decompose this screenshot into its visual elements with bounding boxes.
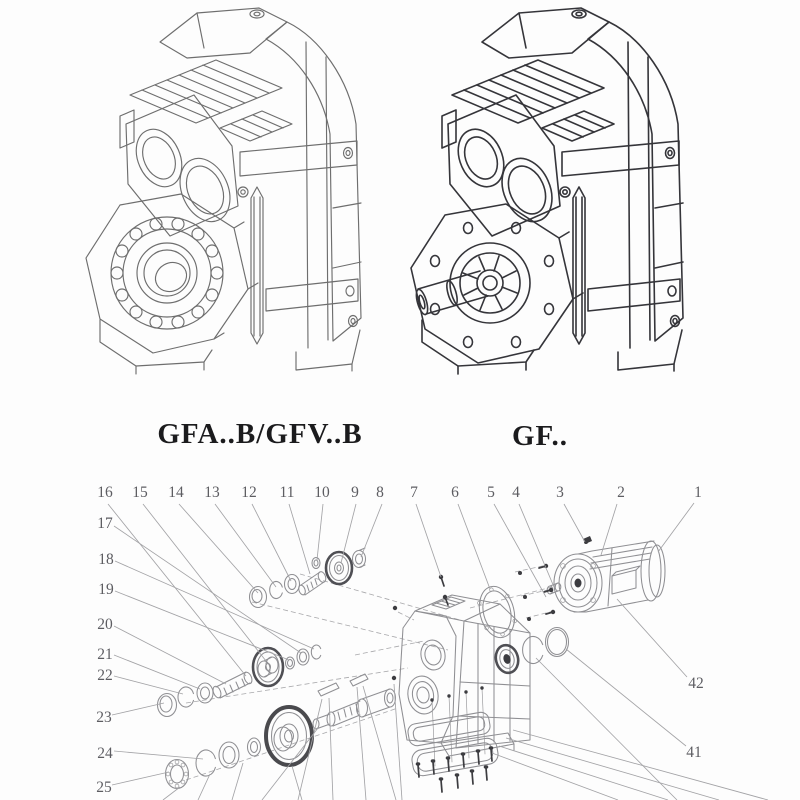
leader-line-14 bbox=[179, 504, 258, 593]
offpage-leader-13 bbox=[163, 787, 180, 800]
offpage-leader-11 bbox=[262, 728, 318, 800]
leader-line-11 bbox=[289, 504, 310, 574]
callout-number-21: 21 bbox=[97, 646, 113, 663]
callout-number-22: 22 bbox=[97, 667, 113, 684]
callout-number-9: 9 bbox=[351, 484, 359, 501]
leader-line-42 bbox=[617, 599, 687, 677]
callout-number-12: 12 bbox=[241, 484, 257, 501]
offpage-leader-5 bbox=[513, 730, 768, 800]
leader-line-23 bbox=[112, 703, 164, 715]
offpage-leader-3 bbox=[499, 746, 668, 800]
leader-line-19 bbox=[115, 591, 289, 660]
callout-number-16: 16 bbox=[97, 484, 113, 501]
leader-line-25 bbox=[112, 772, 169, 785]
callout-number-4: 4 bbox=[512, 484, 520, 501]
model-label-gf: GF.. bbox=[511, 420, 569, 452]
flange-seal-rings bbox=[474, 583, 568, 676]
leader-line-4 bbox=[519, 504, 554, 587]
leader-line-8 bbox=[361, 504, 382, 557]
intermediate-shaft-parts bbox=[158, 645, 321, 716]
leader-line-7 bbox=[416, 504, 441, 577]
callout-number-41: 41 bbox=[686, 744, 702, 761]
offpage-leader-1 bbox=[536, 658, 677, 800]
leader-line-12 bbox=[252, 504, 291, 581]
model-label-gfab-gfvb: GFA..B/GFV..B bbox=[157, 418, 363, 450]
offpage-leader-14 bbox=[232, 763, 243, 800]
offpage-leader-12 bbox=[198, 774, 210, 800]
motor bbox=[547, 536, 665, 612]
callout-number-6: 6 bbox=[451, 484, 459, 501]
leader-line-41 bbox=[566, 649, 686, 746]
callout-number-18: 18 bbox=[98, 551, 114, 568]
offpage-leader-2 bbox=[492, 753, 618, 800]
front-plate-bearing bbox=[86, 194, 258, 353]
leader-line-6 bbox=[458, 504, 490, 589]
callout-number-20: 20 bbox=[97, 616, 113, 633]
drawing-gfab-gfvb bbox=[86, 8, 361, 374]
input-shaft-parts bbox=[250, 548, 366, 608]
offpage-leader-8 bbox=[357, 687, 366, 800]
callout-number-23: 23 bbox=[96, 709, 112, 726]
leader-line-13 bbox=[215, 504, 276, 587]
callout-number-5: 5 bbox=[487, 484, 495, 501]
leader-line-3 bbox=[564, 504, 585, 542]
callout-number-25: 25 bbox=[96, 779, 112, 796]
callout-number-7: 7 bbox=[410, 484, 418, 501]
callout-number-2: 2 bbox=[617, 484, 625, 501]
callout-number-10: 10 bbox=[314, 484, 330, 501]
callout-number-15: 15 bbox=[132, 484, 148, 501]
callout-number-17: 17 bbox=[97, 515, 113, 532]
gasket-cover-assembly bbox=[407, 711, 500, 792]
callout-number-24: 24 bbox=[97, 745, 113, 762]
assembly-axes bbox=[186, 565, 556, 780]
leader-line-20 bbox=[114, 626, 226, 684]
output-shaft-parts bbox=[166, 674, 396, 789]
leader-line-18 bbox=[115, 561, 314, 649]
offpage-leader-15 bbox=[292, 766, 302, 800]
leader-line-16 bbox=[108, 504, 246, 676]
fastener-bolts bbox=[392, 540, 588, 702]
leader-line-24 bbox=[114, 751, 203, 759]
drawing-gf bbox=[411, 8, 683, 374]
leader-line-15 bbox=[143, 504, 266, 661]
callout-number-1: 1 bbox=[694, 484, 702, 501]
callout-number-3: 3 bbox=[556, 484, 564, 501]
front-flange-shaft bbox=[411, 204, 583, 363]
callout-number-8: 8 bbox=[376, 484, 384, 501]
callout-number-14: 14 bbox=[168, 484, 184, 501]
offpage-leader-7 bbox=[329, 698, 333, 800]
callout-number-19: 19 bbox=[98, 581, 114, 598]
callout-number-11: 11 bbox=[279, 484, 295, 501]
leader-line-21 bbox=[114, 655, 200, 689]
exploded-view bbox=[96, 484, 768, 800]
leader-line-1 bbox=[658, 503, 694, 552]
callout-number-13: 13 bbox=[204, 484, 220, 501]
callout-layer bbox=[96, 484, 768, 800]
leader-line-22 bbox=[114, 676, 183, 694]
leader-line-10 bbox=[317, 504, 323, 560]
callout-number-42: 42 bbox=[688, 675, 704, 692]
